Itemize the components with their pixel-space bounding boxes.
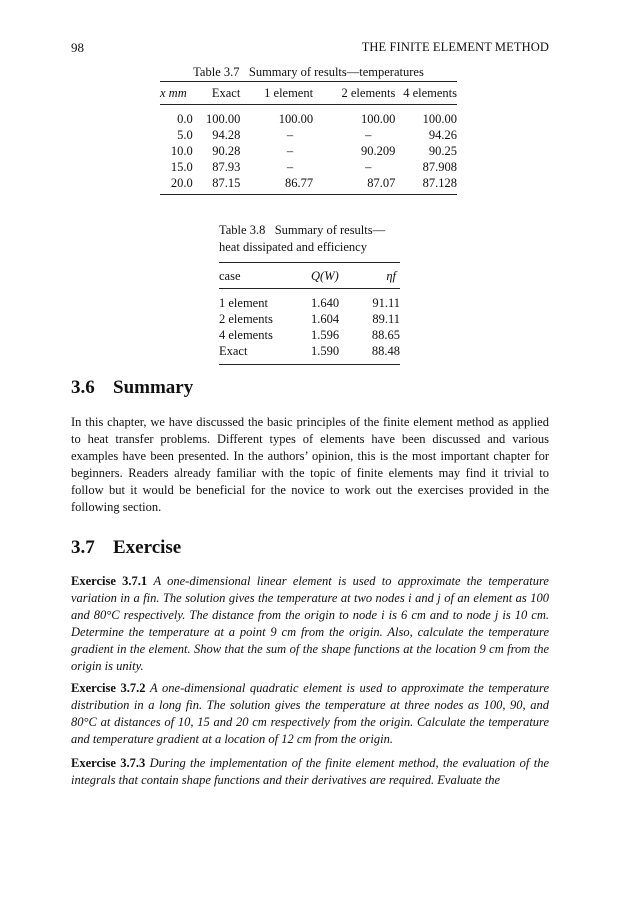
- exercise-text: A one-dimensional linear element is used to approximate the temperature variation in a fin. The solution gives the temperature at two nodes i and j of an element as 100 and 80°C respectively. The distance from the origin to node i is 6 cm and to node j is 10 cm. Determine the temperature at a point 9 cm from the origin. Also, calculate the temperature gradient in the element. Show that the sum of the shape functions at the location 9 cm from the origin is unity.: [71, 574, 549, 673]
- page-number: 98: [71, 40, 84, 55]
- table-row: 4 elements 1.596 88.65: [219, 328, 400, 342]
- table-3-7-grid: [160, 82, 457, 194]
- section-heading-summary: [71, 377, 193, 399]
- exercise-3-7-1: [71, 573, 549, 675]
- column-header: case: [219, 269, 241, 283]
- section-title: Exercise: [113, 537, 182, 558]
- table-row: 10.0 90.28 – 90.209 90.25: [170, 144, 457, 158]
- summary-paragraph: In this chapter, we have discussed the basic principles of the finite element method as applied to heat transfer problems. Different types of elements have been discussed and various examples have been presented. In the authors’ opinion, this is the most important chapter for beginners. Readers already familiar with the topic of finite elements may find it trivial to follow but it would be beneficial for the novice to work out the exercises provided in the following section.: [71, 415, 549, 514]
- table-row: 5.0 94.28 – – 94.26: [177, 128, 457, 142]
- exercise-3-7-2: [71, 680, 549, 748]
- column-header: Q(W): [311, 269, 339, 283]
- column-header: 2 elements: [341, 86, 396, 100]
- exercise-label: Exercise 3.7.3: [71, 756, 146, 770]
- table-row: 15.0 87.93 – – 87.908: [170, 160, 457, 174]
- column-header: x mm: [160, 86, 187, 100]
- section-heading-exercise: [71, 537, 181, 559]
- table-row: 1 element 1.640 91.11: [219, 296, 400, 310]
- table-3-8-caption: [219, 222, 400, 256]
- table-rule: [219, 364, 400, 365]
- table-3-8: [219, 222, 400, 365]
- exercise-3-7-3: [71, 755, 549, 789]
- table-row: 20.0 87.15 86.77 87.07 87.128: [170, 176, 457, 190]
- caption-line: Table 3.8 Summary of results—: [219, 223, 386, 237]
- table-rule: [160, 194, 457, 195]
- column-header: 4 elements: [403, 86, 457, 100]
- table-row: 2 elements 1.604 89.11: [219, 312, 400, 326]
- exercise-text: A one-dimensional quadratic element is used to approximate the temperature distribution in a long fin. The solution gives the temperature at three nodes as 100, 90, and 80°C at distances of 10, 15 and 20 cm respectively from the origin. Calculate the temperature and temperature gradient at a location of 12 cm from the origin.: [71, 681, 549, 746]
- table-row: 0.0 100.00 100.00 100.00 100.00: [177, 112, 457, 126]
- table-3-7-caption: Table 3.7 Summary of results—temperatures: [193, 65, 424, 79]
- exercise-label: Exercise 3.7.1: [71, 574, 148, 588]
- section-number: 3.6: [71, 377, 95, 398]
- table-row: Exact 1.590 88.48: [219, 344, 400, 358]
- section-title: Summary: [113, 377, 194, 398]
- column-header: 1 element: [264, 86, 314, 100]
- exercise-label: Exercise 3.7.2: [71, 681, 146, 695]
- table-3-7: [160, 63, 457, 195]
- caption-line: heat dissipated and efficiency: [219, 240, 367, 254]
- section-number: 3.7: [71, 537, 95, 558]
- exercise-text: During the implementation of the finite element method, the evaluation of the integrals that contain shape functions and their derivatives are required. Evaluate the: [71, 756, 549, 787]
- table-3-8-grid: [219, 263, 400, 364]
- column-header: ηf: [386, 269, 396, 283]
- running-head: THE FINITE ELEMENT METHOD: [361, 40, 549, 54]
- column-header: Exact: [211, 86, 241, 100]
